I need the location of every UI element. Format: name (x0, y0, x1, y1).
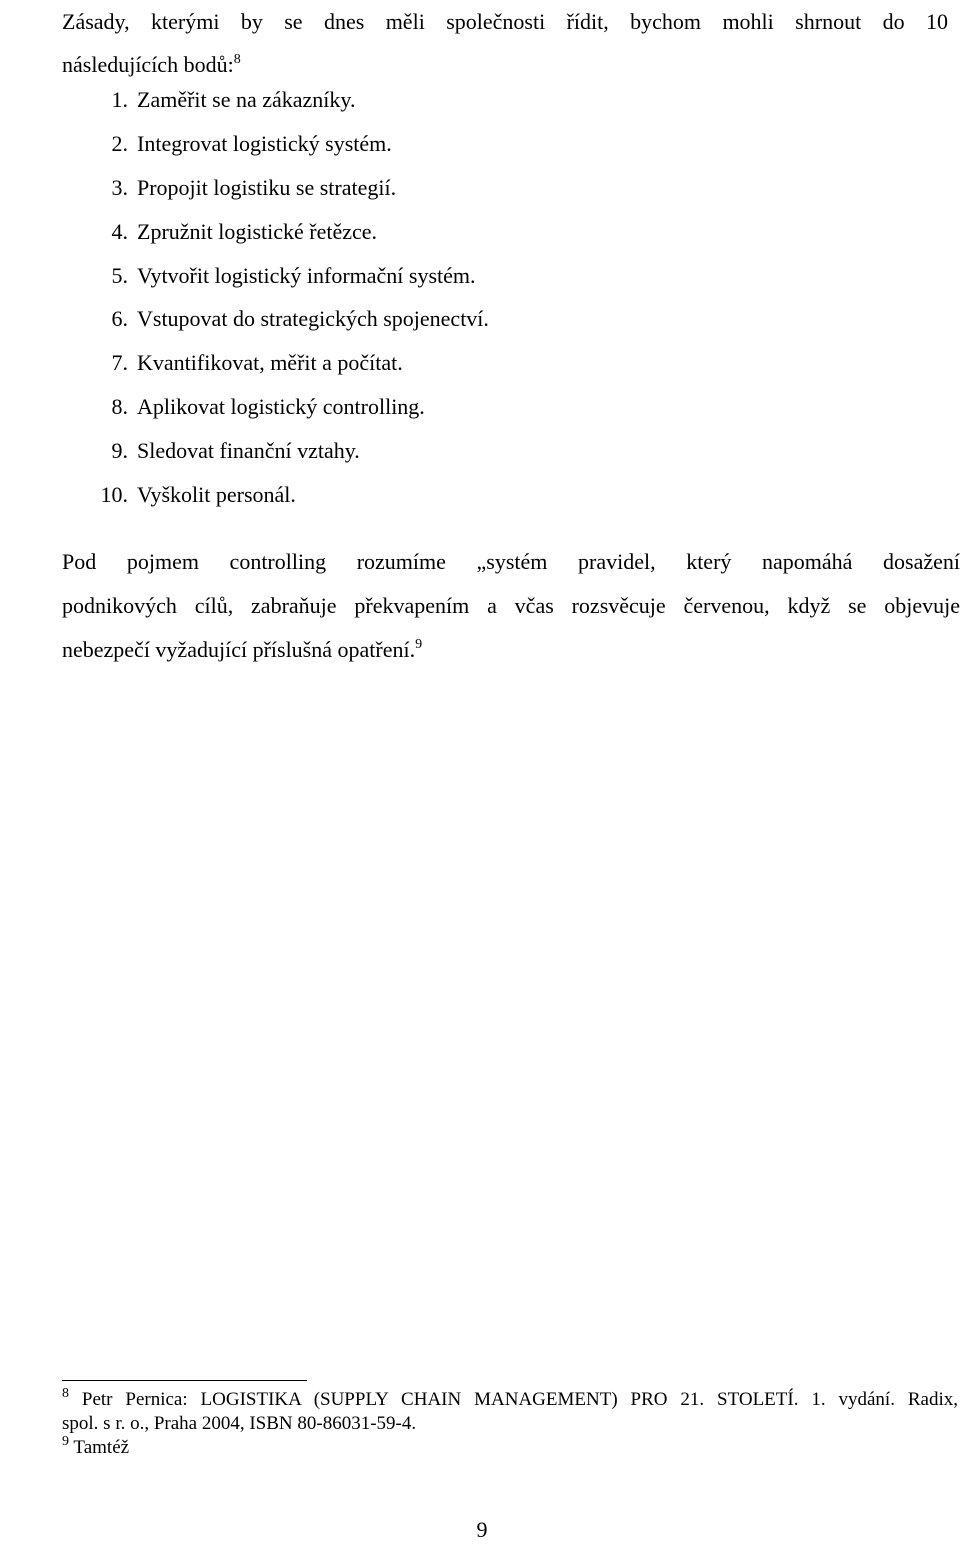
list-item-text: Aplikovat logistický controlling. (137, 394, 425, 420)
footnote-ref-9: 9 (415, 637, 423, 652)
footnote-8-text: Petr Pernica: LOGISTIKA (SUPPLY CHAIN MANAGEMENT) PRO 21. STOLETÍ. 1. vydání. Radix, (81, 1389, 958, 1410)
footnote-separator (62, 1380, 307, 1381)
list-item-number: 3. (111, 174, 128, 200)
list-item-number: 4. (111, 218, 128, 244)
list-item-number: 5. (111, 262, 128, 288)
footnote-9-text: Tamtéž (73, 1437, 130, 1458)
list-item-text: Zpružnit logistické řetězce. (137, 218, 378, 244)
list-item-text: Integrovat logistický systém. (137, 130, 392, 156)
paragraph-line-2: podnikových cílů, zabraňuje překvapením a včas rozsvěcuje červenou, když se objevuje (62, 593, 960, 618)
intro-line-1: Zásady, kterými by se dnes měli společnosti řídit, bychom mohli shrnout do 10 (62, 9, 948, 34)
list-item-number: 10. (100, 482, 128, 508)
list-item-text: Vytvořit logistický informační systém. (137, 262, 476, 288)
footnote-8-continuation: spol. s r. o., Praha 2004, ISBN 80-86031-59-4. (62, 1413, 417, 1434)
footnote-8-number: 8 (62, 1386, 69, 1401)
footnotes (62, 1388, 958, 1460)
list-item-text: Propojit logistiku se strategií. (137, 174, 397, 200)
paragraph-line-1: Pod pojmem controlling rozumíme „systém pravidel, který napomáhá dosažení (62, 549, 960, 574)
footnote-9-number: 9 (62, 1434, 69, 1449)
footnote-ref-8: 8 (233, 52, 241, 67)
list-item-text: Sledovat finanční vztahy. (137, 438, 360, 464)
intro-text (62, 0, 948, 86)
paragraph-line-3-text: nebezpečí vyžadující příslušná opatření. (62, 637, 416, 662)
list-item-number: 6. (111, 306, 128, 332)
list-item-number: 1. (111, 87, 128, 112)
list-item-text: Kvantifikovat, měřit a počítat. (137, 350, 403, 376)
list-item-number: 7. (111, 350, 128, 376)
controlling-paragraph (62, 540, 960, 672)
list-item-number: 2. (111, 130, 128, 156)
list-item-text: Zaměřit se na zákazníky. (137, 87, 356, 112)
list-item-text: Vstupovat do strategických spojenectví. (137, 306, 489, 332)
list-item-number: 9. (111, 438, 128, 464)
list-item-text: Vyškolit personál. (137, 482, 296, 508)
list-item-number: 8. (111, 394, 128, 420)
footnote-9 (62, 1436, 958, 1460)
intro-line-2-text: následujících bodů: (62, 52, 234, 77)
paragraph-line-3 (62, 628, 960, 672)
footnote-8 (62, 1388, 958, 1412)
page-number: 9 (476, 1517, 488, 1542)
